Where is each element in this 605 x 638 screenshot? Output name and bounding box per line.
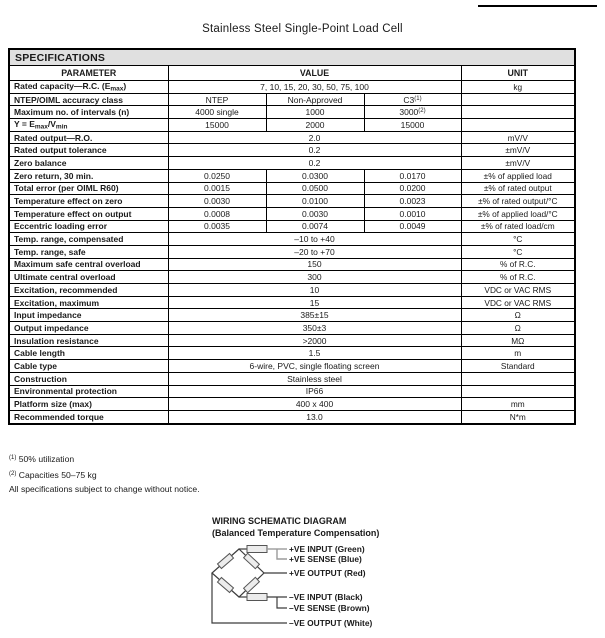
parameter-cell: Zero return, 30 min.	[9, 169, 168, 182]
table-row	[9, 347, 575, 360]
bridge-diamond	[212, 549, 264, 597]
footnote-2	[9, 467, 200, 483]
parameter-cell: $Y = E_{max}/V_{min}$	[9, 119, 168, 132]
value-cell: 15	[168, 296, 461, 309]
wire	[277, 597, 287, 608]
parameter-cell: Zero balance	[9, 157, 168, 170]
unit-cell	[461, 93, 575, 106]
column-header-value: VALUE	[168, 66, 461, 81]
section-header: SPECIFICATIONS	[9, 49, 575, 66]
value-cell: –20 to +70	[168, 245, 461, 258]
value-cell: 0.0030	[168, 195, 266, 208]
table-row	[9, 271, 575, 284]
column-header-row	[9, 66, 575, 81]
footnote-text: All specifications subject to change without notice.	[9, 484, 200, 494]
value-cell: Stainless steel	[168, 372, 461, 385]
value-cell: 0.0250	[168, 169, 266, 182]
table-row	[9, 398, 575, 411]
parameter-cell: Output impedance	[9, 322, 168, 335]
unit-cell: ±% of rated output	[461, 182, 575, 195]
parameter-cell: Cable length	[9, 347, 168, 360]
table-row	[9, 284, 575, 297]
unit-cell	[461, 119, 575, 132]
value-cell: –10 to +40	[168, 233, 461, 246]
value-cell: 4000 single	[168, 106, 266, 119]
table-row	[9, 385, 575, 398]
value-cell: 1000	[266, 106, 364, 119]
parameter-cell: Excitation, maximum	[9, 296, 168, 309]
unit-cell: ±mV/V	[461, 157, 575, 170]
parameter-cell: Rated output—R.O.	[9, 131, 168, 144]
unit-cell: mV/V	[461, 131, 575, 144]
table-row	[9, 360, 575, 373]
table-row	[9, 245, 575, 258]
strain-gauge-icon	[244, 553, 260, 568]
footnote-text: 50% utilization	[18, 454, 75, 464]
unit-cell: kg	[461, 81, 575, 94]
table-row	[9, 296, 575, 309]
footnote-1	[9, 451, 200, 467]
parameter-cell: Construction	[9, 372, 168, 385]
unit-cell	[461, 385, 575, 398]
value-cell: 0.0023	[364, 195, 461, 208]
value-cell: 1.5	[168, 347, 461, 360]
parameter-cell: NTEP/OIML accuracy class	[9, 93, 168, 106]
unit-cell: ±mV/V	[461, 144, 575, 157]
value-cell: 385±15	[168, 309, 461, 322]
strain-gauge-icon	[217, 577, 233, 592]
value-cell: 13.0	[168, 410, 461, 423]
value-cell: 350±3	[168, 322, 461, 335]
wire	[277, 549, 287, 559]
unit-cell: ±% of applied load/°C	[461, 207, 575, 220]
compensation-resistor-icon	[247, 594, 267, 601]
parameter-cell: Total error (per OIML R60)	[9, 182, 168, 195]
parameter-cell: Eccentric loading error	[9, 220, 168, 233]
value-cell: 6-wire, PVC, single floating screen	[168, 360, 461, 373]
value-cell: 400 x 400	[168, 398, 461, 411]
value-cell: 0.2	[168, 144, 461, 157]
value-cell: 0.0100	[266, 195, 364, 208]
footnote-text: Capacities 50–75 kg	[18, 469, 97, 480]
parameter-cell: Recommended torque	[9, 410, 168, 423]
value-cell: 0.0074	[266, 220, 364, 233]
wiring-subtitle: (Balanced Temperature Compensation)	[212, 528, 380, 538]
parameter-cell: Temperature effect on output	[9, 207, 168, 220]
table-row	[9, 81, 575, 94]
value-cell: 0.0010	[364, 207, 461, 220]
value-cell: 150	[168, 258, 461, 271]
value-cell: 0.0300	[266, 169, 364, 182]
table-row	[9, 93, 575, 106]
value-cell: 10	[168, 284, 461, 297]
value-cell: 0.0200	[364, 182, 461, 195]
table-row	[9, 233, 575, 246]
specifications-table	[8, 48, 576, 425]
value-cell: Non-Approved	[266, 93, 364, 106]
unit-cell: MΩ	[461, 334, 575, 347]
table-row	[9, 220, 575, 233]
footnotes	[9, 451, 200, 497]
parameter-cell: Platform size (max)	[9, 398, 168, 411]
strain-gauge-icon	[217, 553, 233, 568]
unit-cell: m	[461, 347, 575, 360]
table-row	[9, 195, 575, 208]
wire-label-pos-output: +VE OUTPUT (Red)	[289, 568, 366, 578]
value-cell: 0.0035	[168, 220, 266, 233]
table-row	[9, 258, 575, 271]
unit-cell: Ω	[461, 322, 575, 335]
wire-label-neg-sense: –VE SENSE (Brown)	[289, 603, 370, 613]
unit-cell: N*m	[461, 410, 575, 423]
value-cell: 300	[168, 271, 461, 284]
value-cell: 0.0030	[266, 207, 364, 220]
value-cell: IP66	[168, 385, 461, 398]
wiring-title: WIRING SCHEMATIC DIAGRAM	[212, 516, 347, 526]
table-row	[9, 182, 575, 195]
unit-cell: VDC or VAC RMS	[461, 284, 575, 297]
value-cell: 15000	[364, 119, 461, 132]
header-rule	[478, 5, 597, 7]
parameter-cell: Temp. range, compensated	[9, 233, 168, 246]
parameter-cell: Excitation, recommended	[9, 284, 168, 297]
value-cell: 2000	[266, 119, 364, 132]
value-cell: NTEP	[168, 93, 266, 106]
table-row	[9, 169, 575, 182]
parameter-cell: Temp. range, safe	[9, 245, 168, 258]
unit-cell: VDC or VAC RMS	[461, 296, 575, 309]
value-cell: 7, 10, 15, 20, 30, 50, 75, 100	[168, 81, 461, 94]
table-row	[9, 309, 575, 322]
unit-cell: ±% of rated load/cm	[461, 220, 575, 233]
unit-cell: % of R.C.	[461, 258, 575, 271]
footnote-marker: (1)	[9, 455, 17, 461]
value-cell: 0.2	[168, 157, 461, 170]
value-cell: 0.0049	[364, 220, 461, 233]
parameter-cell: Cable type	[9, 360, 168, 373]
value-cell: 3000$^{(2)}$	[364, 106, 461, 119]
value-cell: C3$^{(1)}$	[364, 93, 461, 106]
parameter-cell: Rated capacity—R.C. $(E_{max})$	[9, 81, 168, 94]
unit-cell: ±% of rated output/°C	[461, 195, 575, 208]
value-cell: 0.0015	[168, 182, 266, 195]
value-cell: 0.0008	[168, 207, 266, 220]
table-row	[9, 207, 575, 220]
section-header-row	[9, 49, 575, 66]
parameter-cell: Temperature effect on zero	[9, 195, 168, 208]
unit-cell: °C	[461, 245, 575, 258]
table-row	[9, 106, 575, 119]
footnote-marker: (2)	[9, 470, 17, 477]
parameter-cell: Rated output tolerance	[9, 144, 168, 157]
unit-cell: °C	[461, 233, 575, 246]
wire-label-pos-input: +VE INPUT (Green)	[289, 544, 365, 554]
table-row	[9, 334, 575, 347]
table-row	[9, 410, 575, 423]
parameter-cell: Input impedance	[9, 309, 168, 322]
parameter-cell: Environmental protection	[9, 385, 168, 398]
unit-cell: % of R.C.	[461, 271, 575, 284]
unit-cell: mm	[461, 398, 575, 411]
value-cell: 0.0500	[266, 182, 364, 195]
table-row	[9, 131, 575, 144]
table-row	[9, 372, 575, 385]
value-cell: >2000	[168, 334, 461, 347]
column-header-parameter: PARAMETER	[9, 66, 168, 81]
strain-gauge-icon	[244, 577, 260, 592]
wiring-schematic-diagram	[150, 511, 480, 638]
table-row	[9, 322, 575, 335]
value-cell: 2.0	[168, 131, 461, 144]
value-cell: 0.0170	[364, 169, 461, 182]
table-row	[9, 157, 575, 170]
footnote-general	[9, 482, 200, 497]
unit-cell	[461, 372, 575, 385]
unit-cell: ±% of applied load	[461, 169, 575, 182]
value-cell: 15000	[168, 119, 266, 132]
page-title: Stainless Steel Single-Point Load Cell	[202, 23, 403, 35]
spec-table-body	[9, 81, 575, 424]
table-row	[9, 119, 575, 132]
parameter-cell: Maximum safe central overload	[9, 258, 168, 271]
unit-cell	[461, 106, 575, 119]
parameter-cell: Insulation resistance	[9, 334, 168, 347]
unit-cell: Ω	[461, 309, 575, 322]
compensation-resistor-icon	[247, 546, 267, 553]
table-row	[9, 144, 575, 157]
wire-label-neg-input: –VE INPUT (Black)	[289, 592, 363, 602]
parameter-cell: Maximum no. of intervals (n)	[9, 106, 168, 119]
wire-label-neg-output: –VE OUTPUT (White)	[289, 618, 373, 628]
wire-label-pos-sense: +VE SENSE (Blue)	[289, 554, 362, 564]
unit-cell: Standard	[461, 360, 575, 373]
column-header-unit: UNIT	[461, 66, 575, 81]
parameter-cell: Ultimate central overload	[9, 271, 168, 284]
